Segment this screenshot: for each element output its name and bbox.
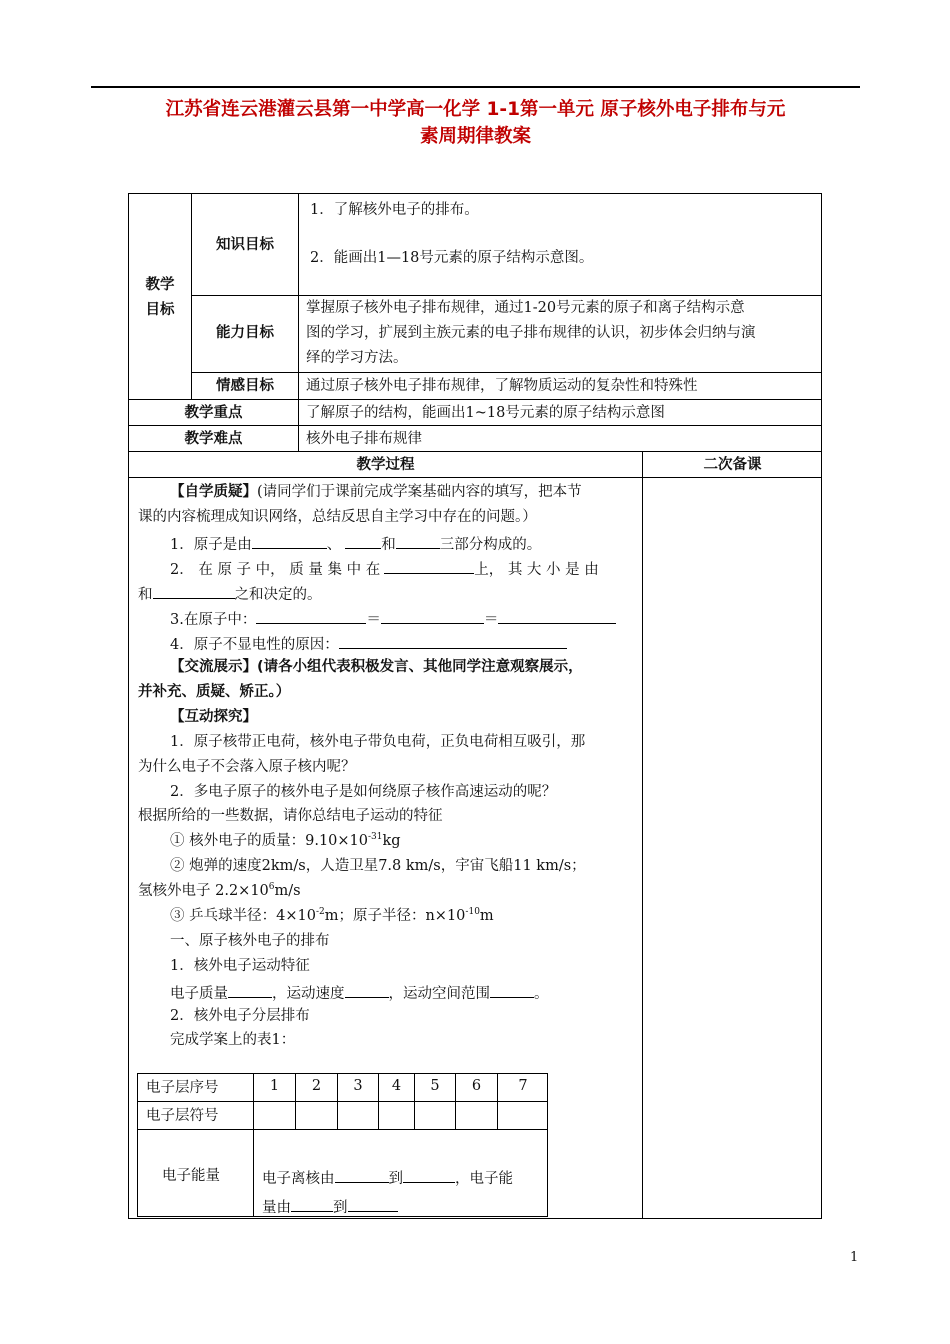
energy-line-2: 量由 到	[262, 1195, 398, 1218]
blank[interactable]	[345, 532, 381, 549]
shell-number-7: 7	[518, 1078, 528, 1094]
knowledge-goal-label: 知识目标	[216, 237, 274, 253]
key-point-label: 教学重点	[184, 405, 243, 421]
knowledge-goal-1: 1．了解核外电子的排布。	[310, 202, 479, 218]
goals-label-2: 目标	[145, 302, 175, 318]
ability-goal-line-3: 绎的学习方法。	[306, 350, 408, 366]
emotion-goal-label: 情感目标	[216, 378, 274, 394]
blank[interactable]	[345, 981, 389, 998]
ability-goal-line-1: 掌握原子核外电子排布规律，通过1-20号元素的原子和离子结构示意	[306, 300, 745, 316]
section-2-heading: 2．核外电子分层排布	[170, 1008, 310, 1024]
ability-goal-line-2: 图的学习，扩展到主族元素的电子排布规律的认识，初步体会归纳与演	[306, 325, 756, 341]
section-2-instruction: 完成学案上的表1：	[170, 1032, 296, 1048]
second-prep-header: 二次备课	[703, 457, 762, 473]
shell-symbol-label: 电子层符号	[146, 1108, 219, 1124]
divider	[128, 477, 822, 478]
divider	[191, 194, 192, 399]
blank[interactable]	[153, 582, 235, 599]
ability-goal-label: 能力目标	[216, 325, 274, 341]
lesson-plan-table	[128, 193, 822, 1219]
page-number: 1	[850, 1250, 859, 1265]
blank[interactable]	[348, 1195, 398, 1212]
blank[interactable]	[291, 1195, 333, 1212]
blank[interactable]	[335, 1166, 389, 1183]
divider	[128, 399, 822, 400]
divider	[137, 1101, 548, 1102]
shell-number-4: 4	[391, 1078, 402, 1094]
blank[interactable]	[252, 532, 327, 549]
title-line-1: 江苏省连云港灌云县第一中学高一化学 1-1第一单元 原子核外电子排布与元	[165, 99, 786, 120]
section-1-heading: 一、原子核外电子的排布	[170, 933, 330, 949]
shell-number-6: 6	[471, 1078, 482, 1094]
emotion-goal: 通过原子核外电子排布规律，了解物质运动的复杂性和特殊性	[306, 378, 698, 394]
data-radii: ③ 乒乓球半径：$4\times 10^{-2}m$；原子半径：$n\times 10^{-10}m$	[170, 907, 494, 924]
title-line-2: 素周期律教案	[419, 126, 531, 147]
data-electron-mass: ① 核外电子的质量：$9.10\times 10^{-31}kg$	[170, 832, 401, 849]
goals-label-1: 教学	[145, 277, 175, 293]
shell-number-1: 1	[269, 1078, 280, 1094]
self-study-tag: 【自学质疑】	[170, 484, 257, 500]
exchange-line-2: 并补充、质疑、矫正。）	[138, 684, 291, 700]
electron-energy-label: 电子能量	[162, 1168, 220, 1184]
self-study-text-2: 课的内容梳理成知识网络，总结反思自主学习中存在的问题。）	[138, 509, 537, 525]
shell-number-3: 3	[353, 1078, 363, 1094]
question-4: 4．原子不显电性的原因：	[170, 632, 567, 655]
page-title	[91, 96, 860, 150]
knowledge-goal-2: 2．能画出1—18号元素的原子结构示意图。	[310, 250, 594, 266]
blank[interactable]	[498, 607, 616, 624]
energy-line-1: 电子离核由 到 ，电子能	[262, 1166, 513, 1189]
blank[interactable]	[381, 607, 484, 624]
blank[interactable]	[403, 1166, 455, 1183]
question-2-line-1: 2． 在 原 子 中， 质 量 集 中 在 上， 其 大 小 是 由	[170, 557, 599, 580]
difficult-point: 核外电子排布规律	[306, 431, 422, 447]
blank[interactable]	[339, 632, 567, 649]
header-rule	[91, 86, 860, 88]
divider	[191, 372, 822, 373]
explore-1-line-2: 为什么电子不会落入原子核内呢？	[138, 759, 356, 775]
question-3: 3.在原子中： ＝ ＝	[170, 607, 616, 630]
explore-2-line-2: 根据所给的一些数据，请你总结电子运动的特征	[138, 808, 443, 824]
difficult-point-label: 教学难点	[184, 431, 243, 447]
question-1: 1．原子是由 、 和 三部分构成的。	[170, 532, 541, 555]
divider	[253, 1073, 254, 1217]
divider	[642, 451, 643, 1219]
divider	[191, 295, 822, 296]
self-study-text-1: (请同学们于课前完成学案基础内容的填写，把本节	[257, 484, 582, 500]
question-2-line-2: 和 之和决定的。	[138, 582, 322, 605]
explore-1-line-1: 1．原子核带正电荷，核外电子带负电荷，正负电荷相互吸引，那	[170, 734, 586, 750]
data-speeds: ② 炮弹的速度2km/s，人造卫星7.8 km/s，宇宙飞船11 km/s；	[170, 858, 586, 874]
blank[interactable]	[228, 981, 272, 998]
shell-number-2: 2	[311, 1078, 322, 1094]
shell-number-5: 5	[430, 1078, 440, 1094]
explore-2-line-1: 2．多电子原子的核外电子是如何绕原子核作高速运动的呢？	[170, 784, 557, 800]
section-1-1: 1．核外电子运动特征	[170, 958, 310, 974]
blank[interactable]	[396, 532, 440, 549]
exchange-line-1: 【交流展示】(请各小组代表积极发言、其他同学注意观察展示，	[170, 659, 583, 675]
blank[interactable]	[490, 981, 534, 998]
shell-number-label: 电子层序号	[146, 1080, 219, 1096]
explore-tag: 【互动探究】	[170, 709, 257, 725]
blank[interactable]	[256, 607, 366, 624]
process-header: 教学过程	[356, 457, 415, 473]
data-electron-speed: 氢核外电子 $2.2\times 10^6m/s$	[138, 882, 301, 899]
divider	[298, 194, 299, 451]
divider	[128, 425, 822, 426]
divider	[137, 1129, 548, 1130]
blank[interactable]	[384, 557, 474, 574]
divider	[128, 451, 822, 452]
electron-features: 电子质量 ，运动速度 ，运动空间范围 。	[170, 981, 549, 1004]
key-point: 了解原子的结构，能画出1~18号元素的原子结构示意图	[306, 405, 665, 421]
